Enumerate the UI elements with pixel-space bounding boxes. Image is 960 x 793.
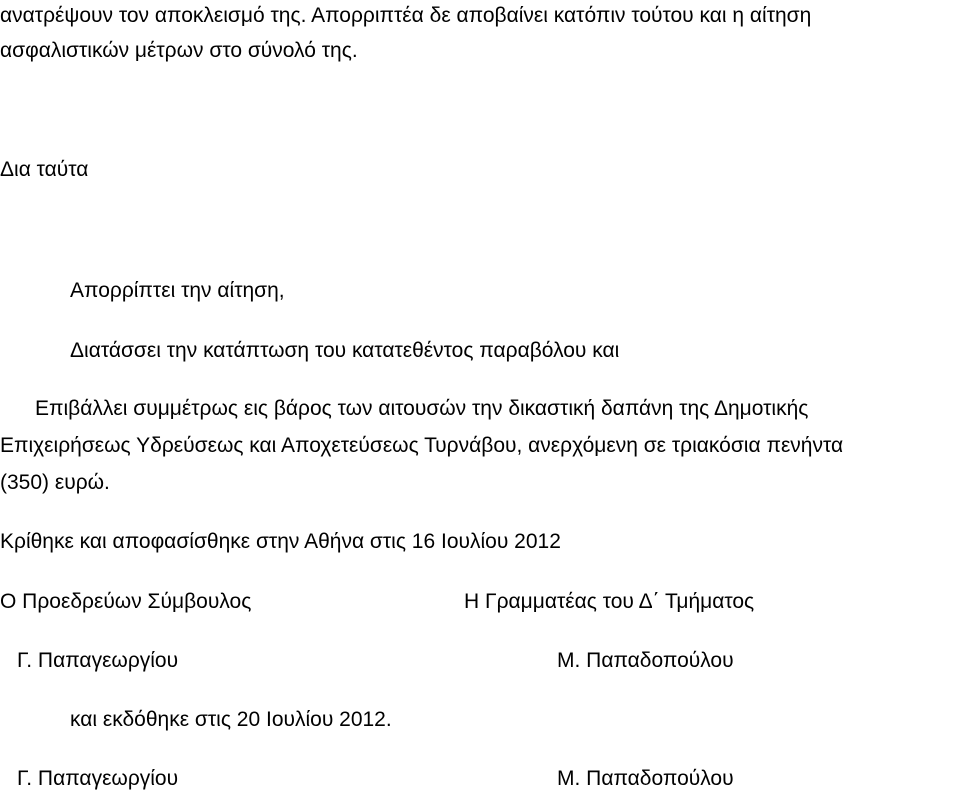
ruling-forfeit: Διατάσσει την κατάπτωση του κατατεθέντος παραβόλου και [70,339,620,362]
intro-line-2: ασφαλιστικών μέτρων στο σύνολό της. [0,39,358,62]
ruling-costs-line-3: (350) ευρώ. [0,471,110,494]
secretary-title: Η Γραμματέας του Δ΄ Τμήματος [464,590,755,613]
ruling-reject: Απορρίπτει την αίτηση, [70,279,285,302]
issued-date: και εκδόθηκε στις 20 Ιουλίου 2012. [70,708,392,731]
president-name: Γ. Παπαγεωργίου [17,649,179,672]
secretary-name: Μ. Παπαδοπούλου [557,649,734,672]
intro-line-1: ανατρέψουν τον αποκλεισμό της. Απορριπτέα δε αποβαίνει κατόπιν τούτου και η αίτηση [0,4,812,27]
ruling-costs-line-1: Επιβάλλει συμμέτρως εις βάρος των αιτουσών την δικαστική δαπάνη της Δημοτικής [35,397,809,420]
section-heading: Δια ταύτα [0,158,89,181]
president-title: Ο Προεδρεύων Σύμβουλος [0,590,252,613]
ruling-costs-line-2: Επιχειρήσεως Υδρεύσεως και Αποχετεύσεως Τυρνάβου, ανερχόμενη σε τριακόσια πενήντα [0,434,844,457]
footer-president-name: Γ. Παπαγεωργίου [17,767,179,790]
decision-date: Κρίθηκε και αποφασίσθηκε στην Αθήνα στις 16 Ιουλίου 2012 [0,530,561,553]
footer-secretary-name: Μ. Παπαδοπούλου [557,767,734,790]
